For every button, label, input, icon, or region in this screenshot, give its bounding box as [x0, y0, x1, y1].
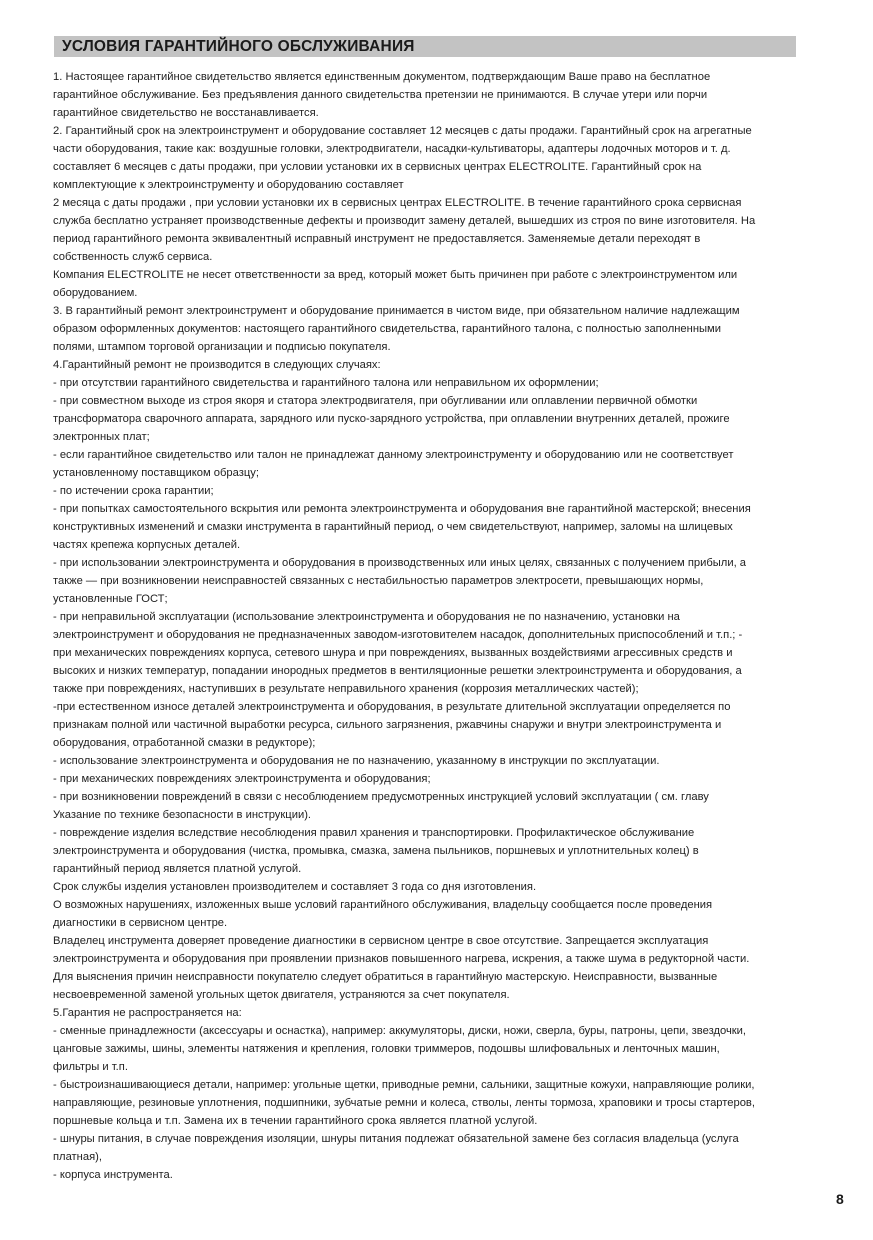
text-line: платная),	[53, 1151, 102, 1163]
text-line: частях крепежа корпусных деталей.	[53, 539, 241, 551]
text-line: электроинструмента и оборудования при проявлении признаков повышенного нагрева, искрения, а также шума в редукторной части.	[53, 953, 750, 965]
text-line: поршневые кольца и т.п. Замена их в течении гарантийного срока является платной услугой.	[53, 1115, 538, 1127]
text-line: комплектующие к электроинструменту и оборудованию составляет	[53, 179, 404, 191]
text-line: электроинструмента и оборудования (чистка, промывка, смазка, замена пыльников, поршневых и уплотнительных колец) в	[53, 845, 699, 857]
text-line: установленному поставщиком образцу;	[53, 467, 259, 479]
text-line: признакам полной или частичной выработки ресурса, сильного загрязнения, ржавчины снаружи и внутри электроинструмента и	[53, 719, 722, 731]
text-line: гарантийное свидетельство не восстанавливается.	[53, 107, 319, 119]
text-line: служба бесплатно устраняет производственные дефекты и производит замену деталей, вышедших из строя по вине изготовителя. На	[53, 215, 756, 227]
text-line: цанговые зажимы, шины, элементы натяжения и крепления, головки триммеров, подошвы шлифовальных и ленточных машин,	[53, 1043, 720, 1055]
text-line: электроинструмент и оборудования не предназначенных заводом-изготовителем насадок, дополнительных приспособлений и т.п.; -	[53, 629, 743, 641]
text-line: - повреждение изделия вследствие несоблюдения правил хранения и транспортировки. Профилактическое обслуживание	[53, 827, 695, 839]
text-line: Срок службы изделия установлен производителем и составляет 3 года со дня изготовления.	[53, 881, 537, 893]
text-line: - сменные принадлежности (аксессуары и оснастка), например: аккумуляторы, диски, ножи, сверла, буры, патроны, цепи, звездочки,	[53, 1025, 747, 1037]
text-line: - корпуса инструмента.	[53, 1169, 173, 1181]
text-line: период гарантийного ремонта эквивалентный исправный инструмент не предоставляется. Заменяемые детали переходят в	[53, 233, 701, 245]
text-line: направляющие, резиновые уплотнения, подшипники, зубчатые ремни и колеса, стволы, ленты тормоза, храповики и тросы стартеров,	[53, 1097, 755, 1109]
text-line: - при возникновении повреждений в связи с несоблюдением предусмотренных инструкцией условий эксплуатации ( см. главу	[53, 791, 709, 803]
text-line: диагностики в сервисном центре.	[53, 917, 228, 929]
text-line: - при неправильной эксплуатации (использование электроинструмента и оборудования не по назначению, установки на	[53, 611, 680, 623]
text-line: -при естественном износе деталей электроинструмента и оборудования, в результате длительной эксплуатации определяется по	[53, 701, 731, 713]
text-line: образом оформленных документов: настоящего гарантийного свидетельства, гарантийного талона, с полностью заполненными	[53, 323, 721, 335]
text-line: оборудованием.	[53, 287, 138, 299]
text-line: фильтры и т.п.	[53, 1061, 128, 1073]
text-line: Владелец инструмента доверяет проведение диагностики в сервисном центре в свое отсутствие. Запрещается эксплуатация	[53, 935, 709, 947]
text-line: - по истечении срока гарантии;	[53, 485, 214, 497]
text-line: Для выяснения причин неисправности покупателю следует обратиться в гарантийную мастерскую. Неисправности, вызванные	[53, 971, 718, 983]
text-line: 2. Гарантийный срок на электроинструмент и оборудование составляет 12 месяцев с даты продажи. Гарантийный срок на агрегатные	[53, 125, 752, 137]
text-line: - быстроизнашивающиеся детали, например: угольные щетки, приводные ремни, сальники, защитные кожухи, направляющие ролики,	[53, 1079, 755, 1091]
text-line: собственность служб сервиса.	[53, 251, 213, 263]
text-line: О возможных нарушениях, изложенных выше условий гарантийного обслуживания, владельцу сообщается после проведения	[53, 899, 713, 911]
text-line: установленные ГОСТ;	[53, 593, 168, 605]
text-line: трансформатора сварочного аппарата, зарядного или пуско-зарядного устройства, при оплавлении внутренних деталей, прожиге	[53, 413, 730, 425]
text-line: Компания ELECTROLITE не несет ответственности за вред, который может быть причинен при работе с электроинструментом или	[53, 269, 738, 281]
text-line: 2 месяца с даты продажи , при условии установки их в сервисных центрах ELECTROLITE. В течение гарантийного срока сервисная	[53, 197, 742, 209]
text-line: - при совместном выходе из строя якоря и статора электродвигателя, при обугливании или оплавлении первичной обмотки	[53, 395, 698, 407]
text-line: также — при возникновении неисправностей связанных с нестабильностью параметров электросети, превышающих нормы,	[53, 575, 704, 587]
text-line: несвоевременной заменой угольных щеток двигателя, устраняются за счет покупателя.	[53, 989, 510, 1001]
text-line: - при механических повреждениях электроинструмента и оборудования;	[53, 773, 431, 785]
warranty-terms-text	[53, 68, 843, 1184]
text-line: - использование электроинструмента и оборудования не по назначению, указанному в инструкции по эксплуатации.	[53, 755, 660, 767]
text-line: конструктивных изменений и смазки инструмента в гарантийный период, о чем свидетельствуют, например, заломы на шлицевых	[53, 521, 733, 533]
text-line: составляет 6 месяцев с даты продажи, при условии установки их в сервисных центрах ELECTROLITE. Гарантийный срок на	[53, 161, 702, 173]
text-line: - шнуры питания, в случае повреждения изоляции, шнуры питания подлежат обязательной замене без согласия владельца (услуга	[53, 1133, 739, 1145]
text-line: гарантийный период является платной услугой.	[53, 863, 302, 875]
text-line: 3. В гарантийный ремонт электроинструмент и оборудование принимается в чистом виде, при обязательном наличие надлежащим	[53, 305, 740, 317]
text-line: Указание по технике безопасности в инструкции).	[53, 809, 312, 821]
text-line: - при использовании электроинструмента и оборудования в производственных или иных целях, связанных с получением прибыли, а	[53, 557, 747, 569]
text-line: - при отсутствии гарантийного свидетельства и гарантийного талона или неправильном их оформлении;	[53, 377, 599, 389]
text-line: полями, штампом торговой организации и подписью покупателя.	[53, 341, 391, 353]
text-line: 5.Гарантия не распространяется на:	[53, 1007, 242, 1019]
text-line: - если гарантийное свидетельство или талон не принадлежат данному электроинструменту и оборудованию или не соответствует	[53, 449, 734, 461]
text-line: 1. Настоящее гарантийное свидетельство является единственным документом, подтверждающим Ваше право на бесплатное	[53, 71, 711, 83]
text-line: - при попытках самостоятельного вскрытия или ремонта электроинструмента и оборудования вне гарантийной мастерской; внесения	[53, 503, 751, 515]
text-line: высоких и низких температур, попадании инородных предметов в вентиляционные решетки электроинструмента и оборудования, а	[53, 665, 742, 677]
page-number: 8	[836, 1191, 844, 1207]
text-line: 4.Гарантийный ремонт не производится в следующих случаях:	[53, 359, 381, 371]
text-line: электронных плат;	[53, 431, 150, 443]
text-line: также при повреждениях, наступивших в результате неправильного хранения (коррозия металлических частей);	[53, 683, 639, 695]
text-line: при механических повреждениях корпуса, сетевого шнура и при повреждениях, вызванных воздействиями агрессивных средств и	[53, 647, 733, 659]
text-line: гарантийное обслуживание. Без предъявления данного свидетельства претензии не принимаются. В случае утери или порчи	[53, 89, 708, 101]
text-line: оборудования, отработанной смазки в редукторе);	[53, 737, 316, 749]
text-line: части оборудования, такие как: воздушные головки, электродвигатели, насадки-культиваторы, адаптеры лодочных моторов и т. д.	[53, 143, 731, 155]
page-title: УСЛОВИЯ ГАРАНТИЙНОГО ОБСЛУЖИВАНИЯ	[62, 38, 415, 55]
section-header-bar	[54, 36, 796, 57]
